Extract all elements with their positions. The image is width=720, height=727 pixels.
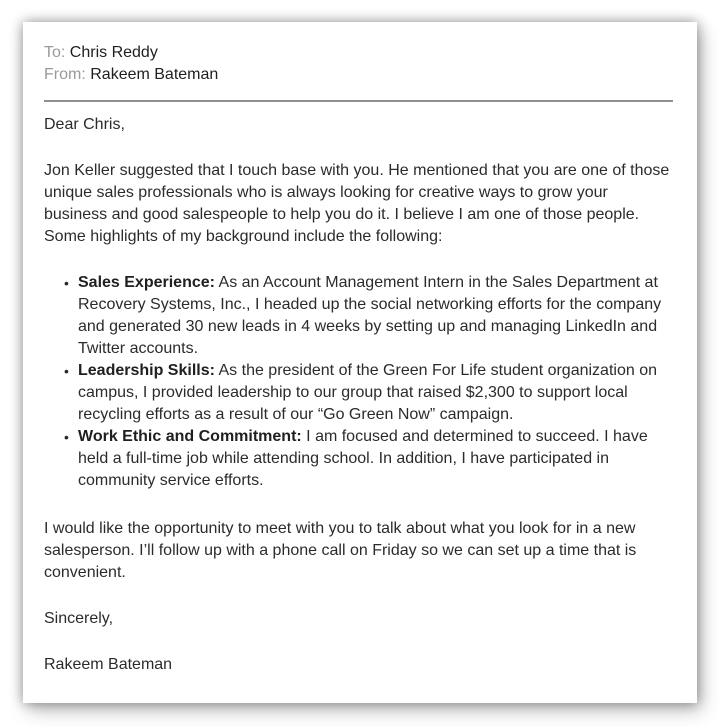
from-value: Rakeem Bateman (90, 66, 219, 83)
bullet-text: I am focused and determined to succeed. I have held a full-time job while attending school. In addition, I have participated in community service efforts. (78, 428, 648, 489)
signature: Rakeem Bateman (44, 656, 173, 673)
valediction: Sincerely, (44, 610, 114, 627)
email-header (44, 42, 673, 86)
header-divider (44, 100, 673, 102)
to-value: Chris Reddy (69, 44, 158, 61)
to-label: To: (44, 44, 66, 61)
salutation: Dear Chris, (44, 116, 125, 133)
from-label: From: (44, 66, 86, 83)
list-item (78, 360, 673, 426)
bullet-text: As an Account Management Intern in the Sales Department at Recovery Systems, Inc., I headed up the social networking efforts for the company and generated 30 new leads in 4 weeks by setting up and managing LinkedIn and Twitter accounts. (78, 274, 662, 357)
closing-paragraph: I would like the opportunity to meet with you to talk about what you look for in a new salesperson. I’ll follow up with a phone call on Friday so we can set up a time that is convenient. (44, 520, 637, 581)
header-from-line (44, 64, 673, 86)
bullet-label: Sales Experience: (78, 274, 215, 291)
bullet-label: Leadership Skills: (78, 362, 215, 379)
letter-card (23, 22, 697, 703)
header-to-line (44, 42, 673, 64)
list-item (78, 272, 673, 360)
intro-paragraph: Jon Keller suggested that I touch base with you. He mentioned that you are one of those unique sales professionals who is always looking for creative ways to grow your business and good salespeople to help you do it. I believe I am one of those people. Some highlights of my background include the following: (44, 162, 670, 245)
list-item (78, 426, 673, 492)
bullet-text: As the president of the Green For Life student organization on campus, I provided leadership to our group that raised $2,300 to support local recycling efforts as a result of our “Go Green Now” campaign. (78, 362, 657, 423)
bullet-label: Work Ethic and Commitment: (78, 428, 302, 445)
highlights-list (44, 272, 673, 492)
